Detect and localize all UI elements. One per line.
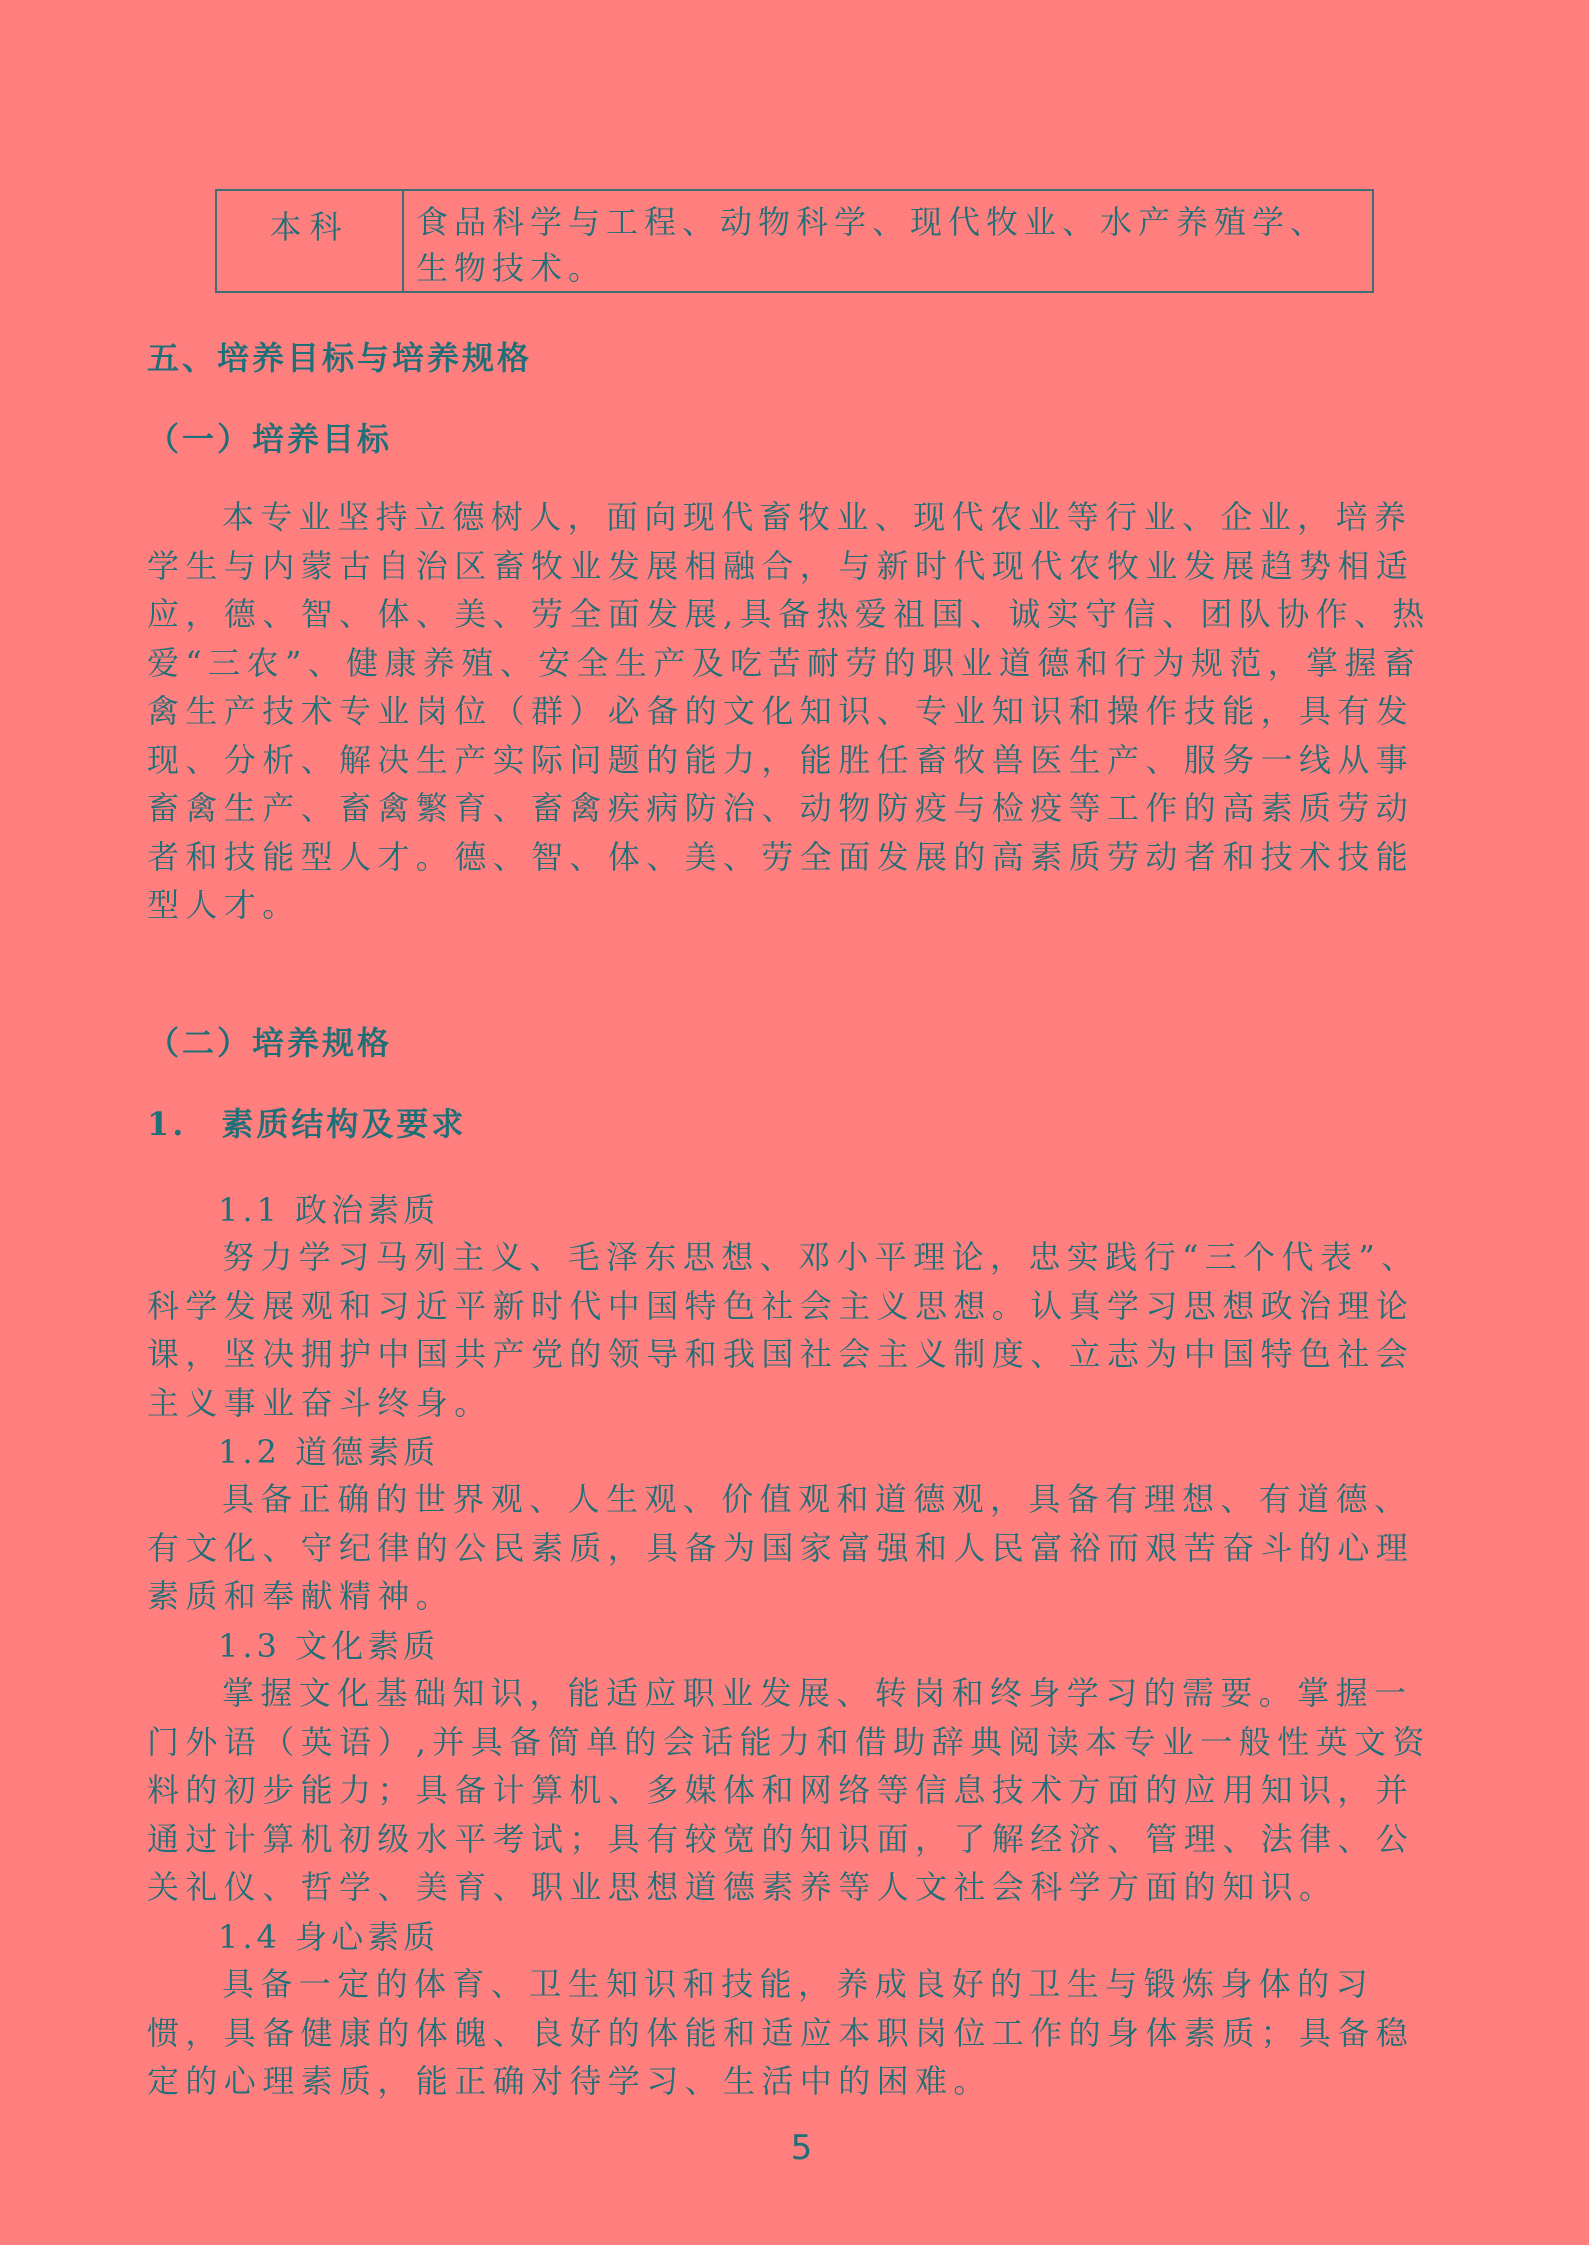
table-content-cell: 食品科学与工程、动物科学、现代牧业、水产养殖学、生物技术。	[416, 203, 1329, 287]
moral-quality-heading: 1.2 道德素质	[218, 1433, 440, 1471]
table-label-cell: 本科	[217, 191, 404, 291]
quality-structure-heading: 1. 素质结构及要求	[147, 1105, 467, 1143]
cultural-quality-paragraph: 掌握文化基础知识，能适应职业发展、转岗和终身学习的需要。掌握一门外语（英语）,并具备简单的会话能力和借助辞典阅读本专业一般性英文资料的初步能力；具备计算机、多媒体和网络等信息技术方面的应用知识，并通过计算机初级水平考试；具有较宽的知识面，了解经济、管理、法律、公关礼仪、哲学、美育、职业思想道德素养等人文社会科学方面的知识。	[147, 1674, 1431, 1906]
training-spec-heading: （二）培养规格	[147, 1024, 393, 1062]
section-5-heading: 五、培养目标与培养规格	[147, 339, 533, 377]
cultural-quality-heading: 1.3 文化素质	[218, 1627, 440, 1665]
physical-mental-quality-heading: 1.4 身心素质	[218, 1918, 440, 1956]
physical-mental-quality-paragraph: 具备一定的体育、卫生知识和技能，养成良好的卫生与锻炼身体的习惯，具备健康的体魄、良好的体能和适应本职岗位工作的身体素质；具备稳定的心理素质，能正确对待学习、生活中的困难。	[147, 1965, 1415, 2100]
training-goal-paragraph: 本专业坚持立德树人，面向现代畜牧业、现代农业等行业、企业，培养学生与内蒙古自治区畜牧业发展相融合，与新时代现代农牧业发展趋势相适应，德、智、体、美、劳全面发展,具备热爱祖国、诚实守信、团队协作、热爱“三农”、健康养殖、安全生产及吃苦耐劳的职业道德和行为规范，掌握畜禽生产技术专业岗位（群）必备的文化知识、专业知识和操作技能，具有发现、分析、解决生产实际问题的能力，能胜任畜牧兽医生产、服务一线从事畜禽生产、畜禽繁育、畜禽疾病防治、动物防疫与检疫等工作的高素质劳动者和技能型人才。德、智、体、美、劳全面发展的高素质劳动者和技术技能型人才。	[147, 498, 1431, 924]
training-goal-heading: （一）培养目标	[147, 420, 393, 458]
moral-quality-paragraph: 具备正确的世界观、人生观、价值观和道德观，具备有理想、有道德、有文化、守纪律的公民素质，具备为国家富强和人民富裕而艰苦奋斗的心理素质和奉献精神。	[147, 1480, 1415, 1615]
page-number: 5	[790, 2128, 813, 2168]
political-quality-heading: 1.1 政治素质	[218, 1191, 440, 1229]
political-quality-paragraph: 努力学习马列主义、毛泽东思想、邓小平理论，忠实践行“三个代表”、科学发展观和习近平新时代中国特色社会主义思想。认真学习思想政治理论课，坚决拥护中国共产党的领导和我国社会主义制度、立志为中国特色社会主义事业奋斗终身。	[147, 1238, 1420, 1422]
degree-table	[215, 189, 1374, 293]
